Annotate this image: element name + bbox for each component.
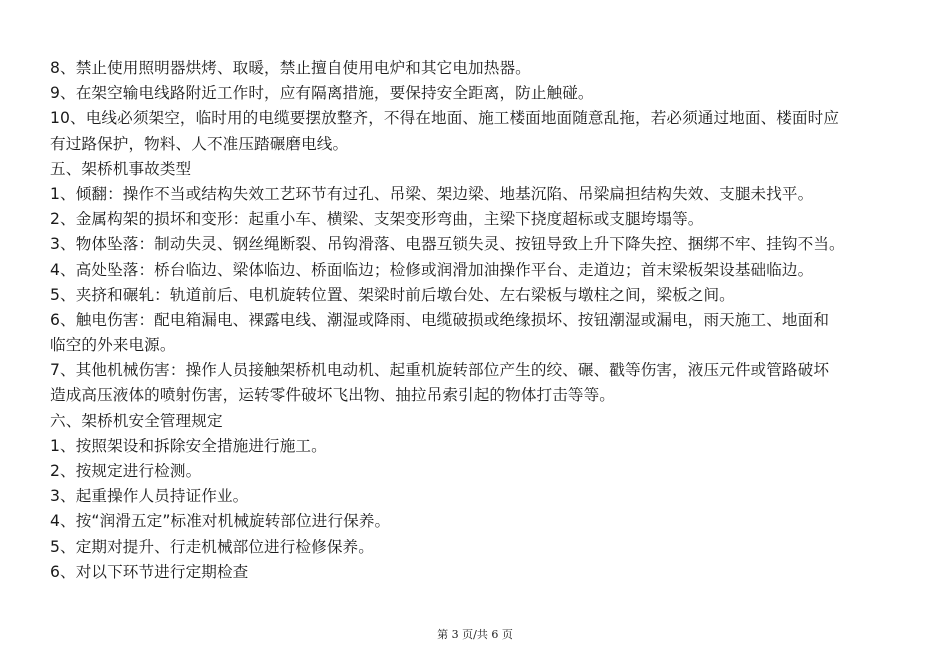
text-line-accident-4: 4、高处坠落：桥台临边、梁体临边、桥面临边；检修或润滑加油操作平台、走道边；首末梁板架设基础临边。 [50, 260, 814, 279]
text-line-accident-6: 6、触电伤害：配电箱漏电、裸露电线、潮湿或降雨、电缆破损或绝缘损坏、按钮潮湿或漏电，雨天施工、地面和 [50, 310, 830, 329]
text-line-rule-1: 1、按照架设和拆除安全措施进行施工。 [50, 436, 327, 455]
text-line-item-9: 9、在架空输电线路附近工作时，应有隔离措施，要保持安全距离，防止触碰。 [50, 84, 594, 103]
text-line-accident-7-cont: 造成高压液体的喷射伤害，运转零件破坏飞出物、抽拉吊索引起的物体打击等等。 [50, 386, 615, 405]
text-line-accident-2: 2、金属构架的损坏和变形：起重小车、横梁、支架变形弯曲，主梁下挠度超标或支腿垮塌等。 [50, 210, 704, 229]
text-line-rule-3: 3、起重操作人员持证作业。 [50, 487, 249, 506]
text-line-rule-2: 2、按规定进行检测。 [50, 462, 202, 480]
page-number-footer: 第 3 页/共 6 页 [437, 628, 513, 641]
text-line-rule-6: 6、对以下环节进行定期检查 [50, 562, 249, 581]
text-line-item-8: 8、禁止使用照明器烘烤、取暖，禁止擅自使用电炉和其它电加热器。 [50, 59, 531, 77]
text-line-accident-6-cont: 临空的外来电源。 [50, 336, 176, 355]
text-line-accident-3: 3、物体坠落：制动失灵、钢丝绳断裂、吊钩滑落、电器互锁失灵、按钮导致上升下降失控、捆绑不牢、挂钩不当。 [50, 235, 845, 254]
text-line-accident-1: 1、倾翻：操作不当或结构失效工艺环节有过孔、吊梁、架边梁、地基沉陷、吊梁扁担结构失效、支腿未找平。 [50, 184, 814, 203]
text-line-item-10: 10、电线必须架空，临时用的电缆要摆放整齐，不得在地面、施工楼面地面随意乱拖，若必须通过地面、楼面时应 [50, 109, 840, 128]
section-heading-safety-rules: 六、架桥机安全管理规定 [50, 411, 223, 430]
text-line-item-10-cont: 有过路保护，物料、人不准压踏碾磨电线。 [50, 134, 349, 153]
text-line-rule-4: 4、按“润滑五定”标准对机械旋转部位进行保养。 [50, 512, 391, 531]
text-line-rule-5: 5、定期对提升、行走机械部位进行检修保养。 [50, 537, 374, 556]
text-line-accident-7: 7、其他机械伤害：操作人员接触架桥机电动机、起重机旋转部位产生的绞、碾、戳等伤害，液压元件或管路破坏 [50, 361, 830, 380]
text-line-accident-5: 5、夹挤和碾轧：轨道前后、电机旋转位置、架梁时前后墩台处、左右梁板与墩柱之间，梁板之间。 [50, 285, 735, 304]
section-heading-accident-types: 五、架桥机事故类型 [50, 159, 192, 178]
document-body [50, 56, 900, 585]
